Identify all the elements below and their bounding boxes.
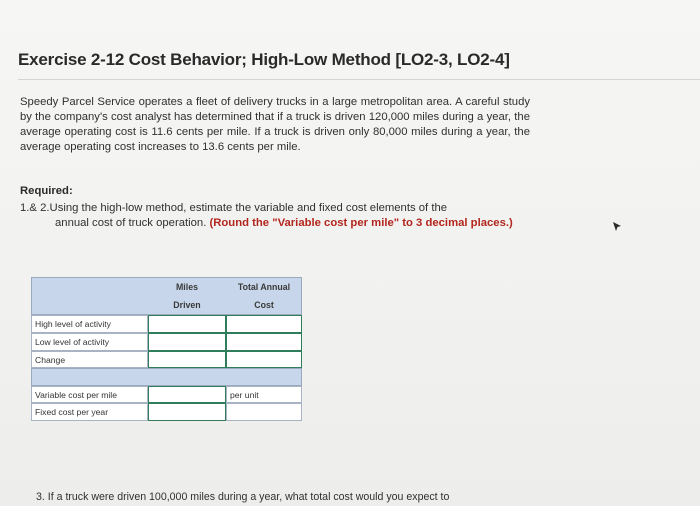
- requirement-text-line2: annual cost of truck operation.: [55, 217, 210, 229]
- required-label: Required:: [20, 185, 73, 197]
- change-cost-input[interactable]: [226, 351, 302, 368]
- high-miles-input[interactable]: [148, 315, 226, 333]
- question-3: 3. If a truck were driven 100,000 miles during a year, what total cost would you expect to: [36, 491, 450, 503]
- low-cost-input[interactable]: [226, 333, 302, 351]
- problem-description: Speedy Parcel Service operates a fleet of delivery trucks in a large metropolitan area. A careful study by the company's cost analyst has determined that if a truck is driven 120,000 miles during a year, the average operating cost is 11.6 cents per mile. If a truck is driven only 80,000 miles during a year, the average operating cost increases to 13.6 cents per mile.: [20, 96, 530, 153]
- change-miles-input[interactable]: [148, 351, 226, 368]
- col-header-miles: [148, 278, 226, 314]
- requirement-item: [20, 201, 525, 231]
- col-header-cost-line1: Total Annual: [237, 282, 291, 292]
- col-header-total-cost: [226, 278, 302, 314]
- col-header-cost-line2: Cost: [254, 300, 274, 310]
- separator-band: [31, 368, 302, 386]
- requirement-text-line1: Using the high-low method, estimate the variable and fixed cost elements of the: [49, 202, 448, 214]
- row-label-change: Change: [31, 351, 148, 368]
- row-label-low: Low level of activity: [31, 333, 148, 351]
- low-miles-input[interactable]: [148, 333, 226, 351]
- row-label-fixed-cost: Fixed cost per year: [31, 403, 148, 421]
- exercise-title: Exercise 2-12 Cost Behavior; High-Low Method [LO2-3, LO2-4]: [18, 50, 510, 69]
- high-low-worksheet: [31, 277, 302, 421]
- high-cost-input[interactable]: [226, 315, 302, 333]
- mouse-pointer-icon: [612, 221, 622, 233]
- col-header-miles-line2: Driven: [173, 300, 201, 310]
- requirement-number: 1.& 2.: [20, 202, 50, 214]
- title-divider: [18, 79, 700, 80]
- rounding-note: (Round the "Variable cost per mile" to 3 decimal places.): [209, 217, 513, 229]
- row-label-high: High level of activity: [31, 315, 148, 333]
- fixed-cost-input[interactable]: [148, 403, 226, 421]
- variable-cost-input[interactable]: [148, 386, 226, 403]
- variable-cost-unit: per unit: [226, 386, 302, 403]
- requirement-continuation: [20, 216, 525, 231]
- col-header-miles-line1: Miles: [175, 282, 198, 292]
- fixed-cost-unit-cell: [226, 403, 302, 421]
- row-label-variable-cost: Variable cost per mile: [31, 386, 148, 403]
